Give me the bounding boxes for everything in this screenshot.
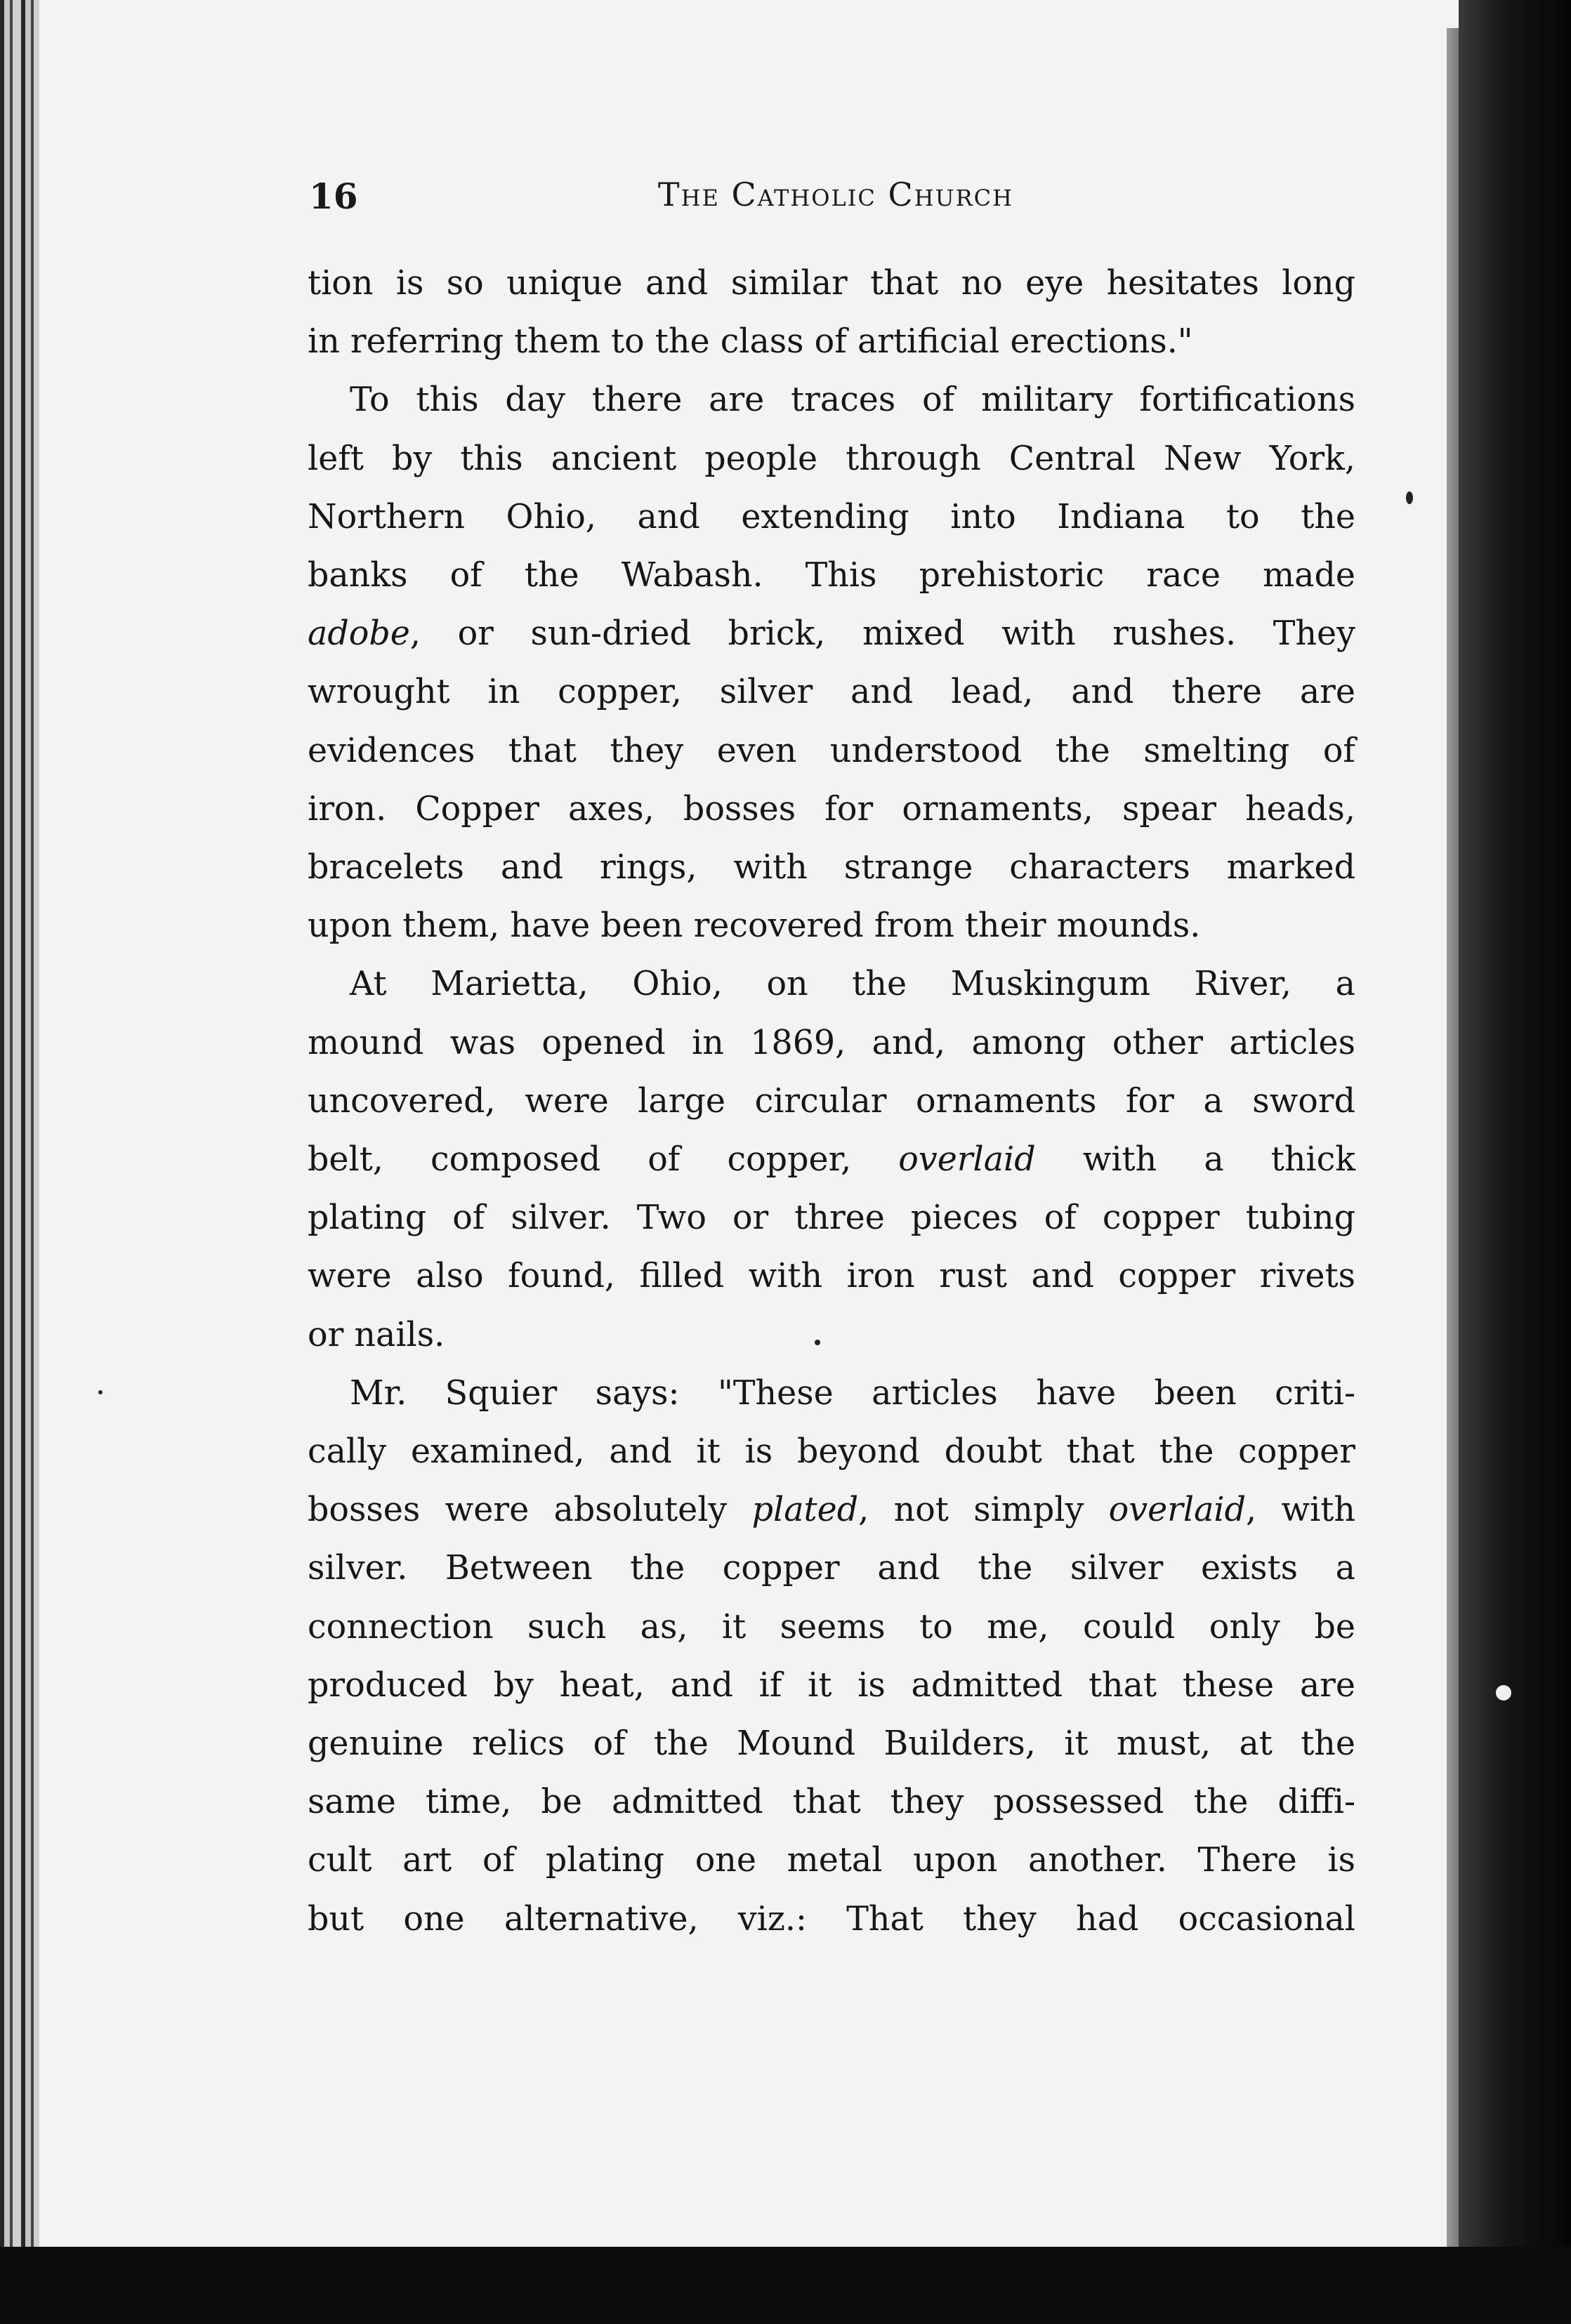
page-number: 16 [309, 176, 358, 217]
text-line: bosses were absolutely plated, not simply overlaid, with [308, 1491, 1355, 1530]
text-line: produced by heat, and if it is admitted that these are [308, 1665, 1355, 1705]
text-line: or nails. [308, 1315, 445, 1354]
text-line: cult art of plating one metal upon another. There is [308, 1841, 1355, 1880]
paragraph-3 [308, 955, 1355, 1364]
text-line: To this day there are traces of military fortifications [350, 381, 1355, 420]
text-line: Mr. Squier says: "These articles have been criti- [350, 1373, 1355, 1413]
scan-speck [1496, 1685, 1511, 1701]
body-text [308, 254, 1355, 1948]
text-line: were also found, filled with iron rust and copper rivets [308, 1257, 1355, 1296]
text-line: uncovered, were large circular ornaments for a sword [308, 1081, 1355, 1121]
text-line: mound was opened in 1869, and, among other articles [308, 1023, 1355, 1062]
scan-bottom-border [0, 2247, 1571, 2324]
text-line: iron. Copper axes, bosses for ornaments, spear heads, [308, 789, 1355, 828]
text-line: bracelets and rings, with strange characters marked [308, 848, 1355, 887]
paragraph-4 [308, 1364, 1355, 1948]
text-line: tion is so unique and similar that no eye hesitates long [308, 264, 1355, 303]
page-header [309, 176, 1362, 225]
text-line: connection such as, it seems to me, could only be [308, 1607, 1355, 1646]
running-head: The Catholic Church [657, 176, 1014, 213]
scan-speck [815, 1340, 820, 1345]
text-line: in referring them to the class of artificial erections." [308, 322, 1193, 362]
text-line: but one alternative, viz.: That they had occasional [308, 1899, 1355, 1939]
text-line: same time, be admitted that they possessed the diffi- [308, 1783, 1355, 1822]
text-line: adobe, or sun-dried brick, mixed with rushes. They [308, 614, 1355, 654]
text-line: silver. Between the copper and the silver exists a [308, 1549, 1355, 1588]
text-line: genuine relics of the Mound Builders, it must, at the [308, 1724, 1355, 1764]
text-line: wrought in copper, silver and lead, and there are [308, 673, 1355, 712]
paragraph-1 [308, 254, 1355, 371]
text-line: Northern Ohio, and extending into Indiana to the [308, 497, 1355, 536]
text-line: At Marietta, Ohio, on the Muskingum River, a [350, 965, 1355, 1004]
book-edge-shadow [1459, 0, 1571, 2324]
paragraph-2 [308, 371, 1355, 955]
text-line: cally examined, and it is beyond doubt that the copper [308, 1432, 1355, 1472]
text-line: upon them, have been recovered from their mounds. [308, 906, 1201, 946]
scan-speck [98, 1390, 103, 1394]
scan-speck [1406, 491, 1413, 504]
text-line: plating of silver. Two or three pieces of copper tubing [308, 1199, 1355, 1238]
text-line: banks of the Wabash. This prehistoric race made [308, 556, 1355, 595]
text-line: evidences that they even understood the smelting of [308, 731, 1355, 770]
text-line: belt, composed of copper, overlaid with a thick [308, 1140, 1355, 1180]
text-line: left by this ancient people through Central New York, [308, 439, 1355, 478]
